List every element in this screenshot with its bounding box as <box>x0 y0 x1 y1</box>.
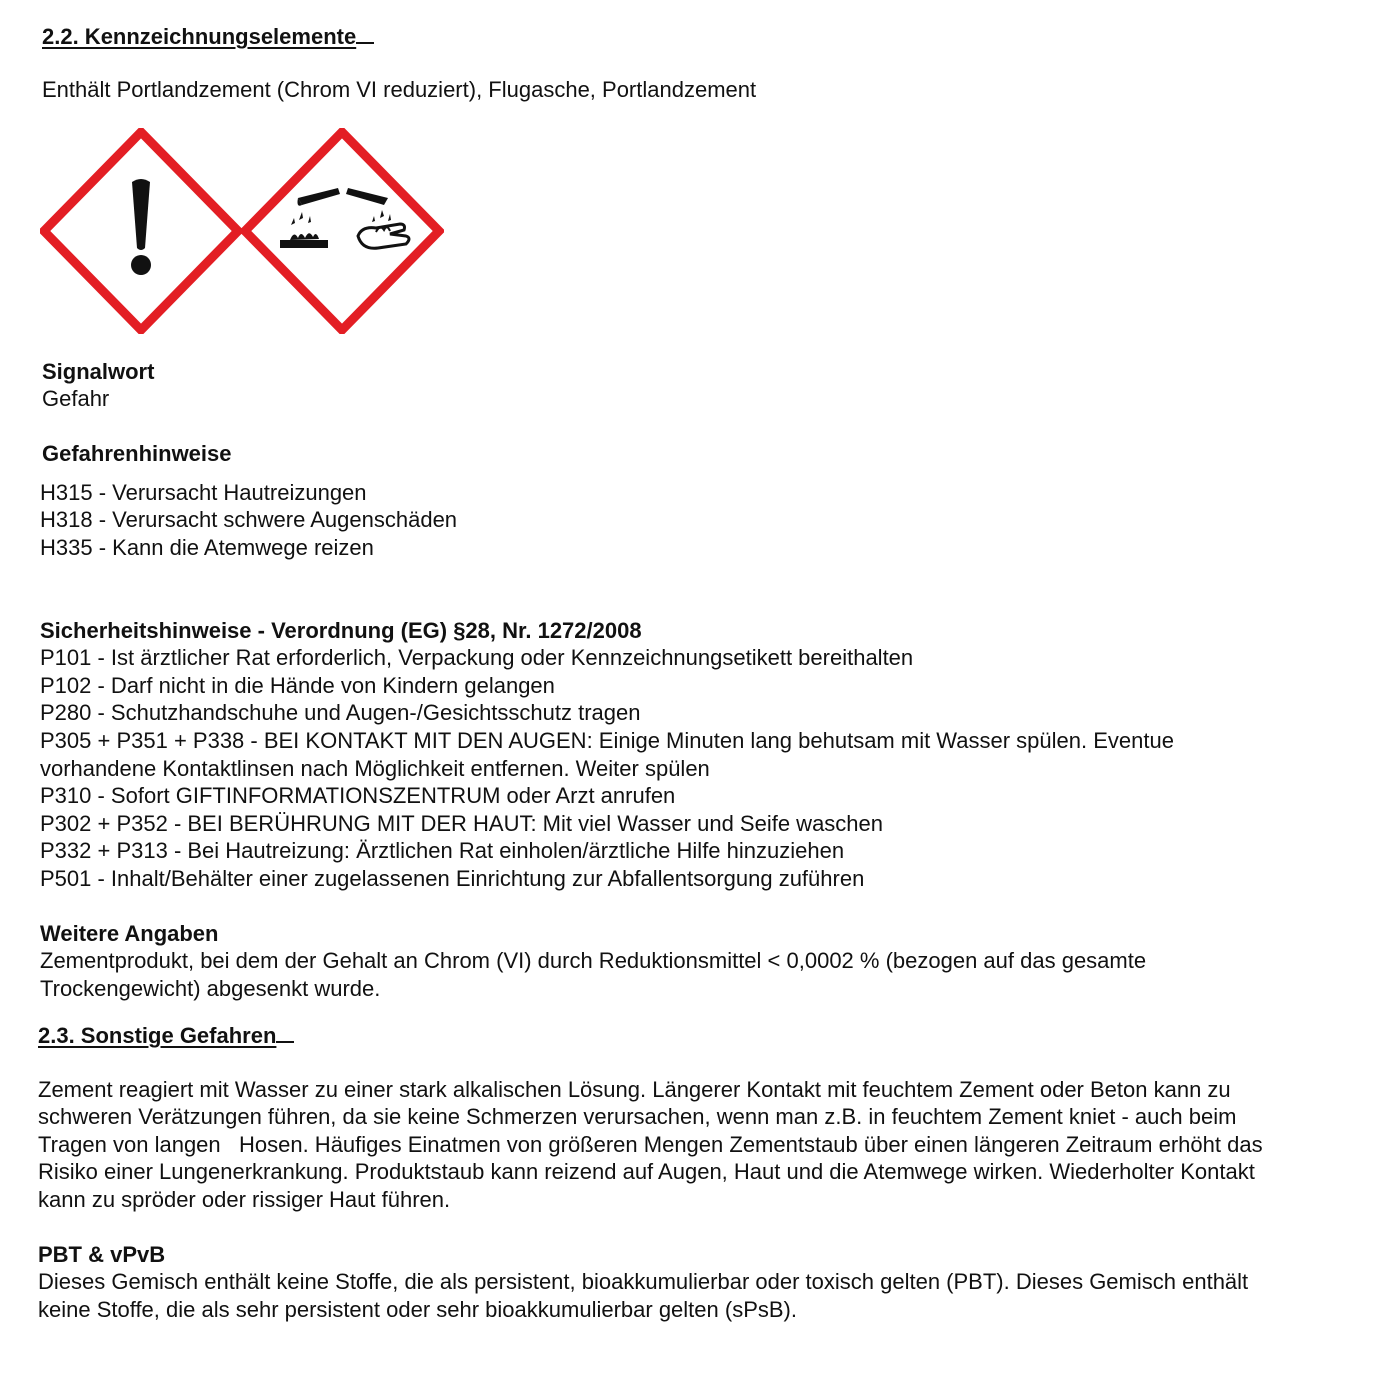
pbt-text: keine Stoffe, die als sehr persistent oder sehr bioakkumulierbar gelten (sPsB). <box>38 1297 797 1322</box>
precautionary-statement: P101 - Ist ärztlicher Rat erforderlich, Verpackung oder Kennzeichnungsetikett bereithalten <box>40 645 914 670</box>
other-hazards-text: Zement reagiert mit Wasser zu einer stark alkalischen Lösung. Längerer Kontakt mit feuchtem Zement oder Beton kann zu <box>38 1077 1231 1102</box>
signal-word-value: Gefahr <box>42 386 110 411</box>
hazard-statement: H335 - Kann die Atemwege reizen <box>40 535 374 560</box>
precautionary-statement: P332 + P313 - Bei Hautreizung: Ärztlichen Rat einholen/ärztliche Hilfe hinzuziehen <box>40 838 845 863</box>
corrosion-icon <box>245 132 439 330</box>
section-2-2-heading: 2.2. Kennzeichnungselemente <box>42 23 374 51</box>
other-hazards-text: kann zu spröder oder rissiger Haut führen. <box>38 1187 451 1212</box>
precautionary-statement: vorhandene Kontaktlinsen nach Möglichkeit entfernen. Weiter spülen <box>40 756 710 781</box>
precautionary-statement: P280 - Schutzhandschuhe und Augen-/Gesichtsschutz tragen <box>40 700 641 725</box>
precautionary-statements-label: Sicherheitshinweise - Verordnung (EG) §28, Nr. 1272/2008 <box>40 618 642 643</box>
other-hazards-text: schweren Verätzungen führen, da sie keine Schmerzen verursachen, wenn man z.B. in feuchtem Zement kniet - auch beim <box>38 1104 1237 1129</box>
pbt-label: PBT & vPvB <box>38 1242 166 1267</box>
precautionary-statement: P501 - Inhalt/Behälter einer zugelassenen Einrichtung zur Abfallentsorgung zuführen <box>40 866 865 891</box>
hazard-statements-label: Gefahrenhinweise <box>42 441 232 466</box>
precautionary-statement: P302 + P352 - BEI BERÜHRUNG MIT DER HAUT: Mit viel Wasser und Seife waschen <box>40 811 884 836</box>
further-info-label: Weitere Angaben <box>40 921 219 946</box>
precautionary-statement: P102 - Darf nicht in die Hände von Kindern gelangen <box>40 673 555 698</box>
ghs-pictograms <box>40 128 444 334</box>
section-2-3-heading: 2.3. Sonstige Gefahren <box>38 1022 294 1050</box>
further-info-text: Trockengewicht) abgesenkt wurde. <box>40 976 381 1001</box>
hazard-statement: H318 - Verursacht schwere Augenschäden <box>40 507 458 532</box>
other-hazards-text: Tragen von langen Hosen. Häufiges Einatmen von größeren Mengen Zementstaub über einen längeren Zeitraum erhöht das <box>38 1132 1263 1157</box>
precautionary-statement: P310 - Sofort GIFTINFORMATIONSZENTRUM oder Arzt anrufen <box>40 783 676 808</box>
contains-text: Enthält Portlandzement (Chrom VI reduziert), Flugasche, Portlandzement <box>42 77 757 102</box>
precautionary-statement: P305 + P351 + P338 - BEI KONTAKT MIT DEN AUGEN: Einige Minuten lang behutsam mit Wasser spülen. Eventue <box>40 728 1174 753</box>
other-hazards-text: Risiko einer Lungenerkrankung. Produktstaub kann reizend auf Augen, Haut und die Atemwege wirken. Wiederholter Kontakt <box>38 1159 1255 1184</box>
pbt-text: Dieses Gemisch enthält keine Stoffe, die als persistent, bioakkumulierbar oder toxisch gelten (PBT). Dieses Gemisch enthält <box>38 1269 1249 1294</box>
exclamation-mark-icon <box>44 132 238 330</box>
hazard-statement: H315 - Verursacht Hautreizungen <box>40 480 367 505</box>
signal-word-label: Signalwort <box>42 359 155 384</box>
further-info-text: Zementprodukt, bei dem der Gehalt an Chrom (VI) durch Reduktionsmittel < 0,0002 % (bezogen auf das gesamte <box>40 948 1147 973</box>
